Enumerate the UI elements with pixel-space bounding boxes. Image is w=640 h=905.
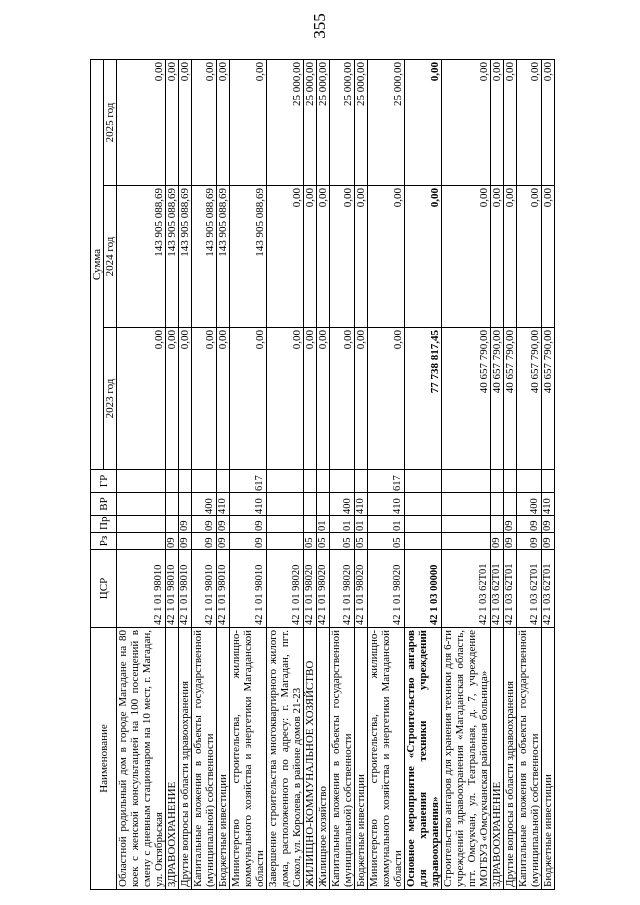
row-amount-2025: 0,00 (166, 59, 179, 185)
row-amount-2025: 25 000,00 (267, 59, 304, 185)
row-vr: 400 (192, 493, 217, 516)
row-amount-2023: 40 657 790,00 (491, 328, 504, 470)
row-amount-2025: 0,00 (192, 59, 217, 185)
row-amount-2024: 0,00 (542, 186, 555, 328)
row-gr (166, 470, 179, 493)
budget-table-rotated (90, 60, 608, 890)
row-csr: 42 1 01 98020 (368, 550, 405, 628)
row-amount-2024: 143 905 088,69 (217, 186, 230, 328)
row-csr: 42 1 01 98010 (117, 550, 166, 628)
row-amount-2023: 40 657 790,00 (442, 328, 491, 470)
row-name: Завершение строительства многоквартирного жилого дома, расположенного по адресу: г. Магадан, пгт. Сокол, ул. Королева, в районе домов 21-23 (267, 628, 304, 890)
row-csr: 42 1 03 62Т01 (491, 550, 504, 628)
row-amount-2023: 40 657 790,00 (542, 328, 555, 470)
row-name: Областной родильный дом в городе Магадане на 80 коек с женской консультацией на 100 посещений в смену с дневным стационаром на 10 мест, г. Магадан, ул. Октябрьская (117, 628, 166, 890)
row-name: Бюджетные инвестиции (355, 628, 368, 890)
row-rz: 05 (355, 533, 368, 550)
row-rz: 09 (192, 533, 217, 550)
row-amount-2025: 25 000,00 (368, 59, 405, 185)
row-amount-2024: 143 905 088,69 (117, 186, 166, 328)
row-vr: 400 (330, 493, 355, 516)
table-row (230, 59, 267, 889)
row-csr: 42 1 01 98010 (217, 550, 230, 628)
row-rz: 09 (504, 533, 517, 550)
row-amount-2023: 0,00 (166, 328, 179, 470)
table-row (304, 59, 317, 889)
row-rz: 05 (330, 533, 355, 550)
row-gr (267, 470, 304, 493)
header-vr: ВР (91, 493, 117, 516)
row-rz (267, 533, 304, 550)
row-name: Бюджетные инвестиции (542, 628, 555, 890)
row-name: Капитальные вложения в объекты государственной (муниципальной) собственности (192, 628, 217, 890)
table-row (355, 59, 368, 889)
page-number: 355 (310, 13, 329, 39)
header-csr: ЦСР (91, 550, 117, 628)
row-amount-2024: 0,00 (304, 186, 317, 328)
row-amount-2025: 0,00 (179, 59, 192, 185)
table-row (442, 59, 491, 889)
row-csr: 42 1 01 98010 (166, 550, 179, 628)
row-pr (166, 516, 179, 533)
row-amount-2023: 0,00 (330, 328, 355, 470)
row-amount-2023: 0,00 (230, 328, 267, 470)
row-csr: 42 1 03 00000 (405, 550, 442, 628)
row-csr: 42 1 01 98020 (267, 550, 304, 628)
row-gr (442, 470, 491, 493)
row-name: Основное мероприятие «Строительство ангаров для хранения техники учреждений здравоохранения» (405, 628, 442, 890)
row-pr: 09 (179, 516, 192, 533)
row-amount-2023: 0,00 (192, 328, 217, 470)
table-row (267, 59, 304, 889)
row-gr (117, 470, 166, 493)
row-rz: 09 (542, 533, 555, 550)
row-vr (267, 493, 304, 516)
row-amount-2024: 0,00 (491, 186, 504, 328)
row-amount-2023: 0,00 (368, 328, 405, 470)
row-gr: 617 (230, 470, 267, 493)
row-pr: 01 (355, 516, 368, 533)
row-vr (442, 493, 491, 516)
row-amount-2023: 40 657 790,00 (504, 328, 517, 470)
row-gr (491, 470, 504, 493)
row-amount-2024: 143 905 088,69 (166, 186, 179, 328)
row-gr (317, 470, 330, 493)
row-csr: 42 1 01 98020 (304, 550, 317, 628)
row-amount-2025: 0,00 (217, 59, 230, 185)
table-row (317, 59, 330, 889)
row-rz: 09 (166, 533, 179, 550)
row-vr: 410 (542, 493, 555, 516)
row-pr (405, 516, 442, 533)
row-name: Другие вопросы в области здравоохранения (179, 628, 192, 890)
header-gr: ГР (91, 470, 117, 493)
row-pr: 09 (542, 516, 555, 533)
row-pr: 01 (368, 516, 405, 533)
row-csr: 42 1 01 98020 (355, 550, 368, 628)
row-rz (405, 533, 442, 550)
row-name: Другие вопросы в области здравоохранения (504, 628, 517, 890)
row-amount-2025: 25 000,00 (355, 59, 368, 185)
row-pr: 09 (504, 516, 517, 533)
row-amount-2025: 0,00 (517, 59, 542, 185)
table-row (330, 59, 355, 889)
row-name: Министерство строительства, жилищно-коммунального хозяйства и энергетики Магаданской области (368, 628, 405, 890)
row-rz: 05 (368, 533, 405, 550)
row-rz: 09 (517, 533, 542, 550)
row-gr (542, 470, 555, 493)
row-gr (192, 470, 217, 493)
row-csr: 42 1 03 62Т01 (442, 550, 491, 628)
row-name: ЗДРАВООХРАНЕНИЕ (491, 628, 504, 890)
table-row (166, 59, 179, 889)
row-amount-2024: 0,00 (442, 186, 491, 328)
row-name: ЗДРАВООХРАНЕНИЕ (166, 628, 179, 890)
header-2023: 2023 год (104, 328, 117, 470)
table-row (491, 59, 504, 889)
row-pr: 09 (192, 516, 217, 533)
row-rz: 05 (304, 533, 317, 550)
row-pr (442, 516, 491, 533)
row-amount-2025: 0,00 (504, 59, 517, 185)
row-rz: 05 (317, 533, 330, 550)
row-pr: 01 (317, 516, 330, 533)
row-gr (179, 470, 192, 493)
row-amount-2023: 40 657 790,00 (517, 328, 542, 470)
row-amount-2025: 0,00 (117, 59, 166, 185)
row-csr: 42 1 01 98010 (179, 550, 192, 628)
row-pr: 09 (230, 516, 267, 533)
row-amount-2024: 0,00 (355, 186, 368, 328)
row-csr: 42 1 01 98010 (230, 550, 267, 628)
table-row (504, 59, 517, 889)
row-amount-2023: 0,00 (117, 328, 166, 470)
row-name: Бюджетные инвестиции (217, 628, 230, 890)
row-gr (330, 470, 355, 493)
table-row (117, 59, 166, 889)
table-body (117, 59, 555, 889)
header-2024: 2024 год (104, 186, 117, 328)
row-pr (267, 516, 304, 533)
row-pr (304, 516, 317, 533)
row-rz: 09 (491, 533, 504, 550)
table-row (405, 59, 442, 889)
row-vr (179, 493, 192, 516)
row-vr: 410 (217, 493, 230, 516)
page-number-area (0, 8, 640, 48)
row-rz: 09 (179, 533, 192, 550)
row-amount-2025: 0,00 (542, 59, 555, 185)
row-amount-2024: 0,00 (267, 186, 304, 328)
row-name: Капитальные вложения в объекты государственной (муниципальной) собственности (517, 628, 542, 890)
row-amount-2024: 143 905 088,69 (192, 186, 217, 328)
row-amount-2025: 0,00 (230, 59, 267, 185)
row-rz (117, 533, 166, 550)
row-pr (491, 516, 504, 533)
row-name: ЖИЛИЩНО-КОММУНАЛЬНОЕ ХОЗЯЙСТВО (304, 628, 317, 890)
row-csr: 42 1 01 98020 (317, 550, 330, 628)
row-gr (355, 470, 368, 493)
header-rz: Рз (91, 533, 117, 550)
row-vr (405, 493, 442, 516)
row-vr (317, 493, 330, 516)
row-rz: 09 (217, 533, 230, 550)
row-amount-2023: 0,00 (267, 328, 304, 470)
row-csr: 42 1 03 62Т01 (517, 550, 542, 628)
row-rz: 09 (230, 533, 267, 550)
row-amount-2025: 0,00 (491, 59, 504, 185)
row-amount-2024: 0,00 (405, 186, 442, 328)
header-pr: Пр (91, 516, 117, 533)
row-pr: 09 (517, 516, 542, 533)
row-pr: 09 (217, 516, 230, 533)
row-name: Жилищное хозяйство (317, 628, 330, 890)
row-pr (117, 516, 166, 533)
row-vr (166, 493, 179, 516)
row-amount-2025: 25 000,00 (330, 59, 355, 185)
row-vr (504, 493, 517, 516)
row-amount-2025: 0,00 (442, 59, 491, 185)
table-row (517, 59, 542, 889)
row-amount-2024: 0,00 (368, 186, 405, 328)
row-amount-2023: 0,00 (179, 328, 192, 470)
row-csr: 42 1 01 98020 (330, 550, 355, 628)
row-vr (117, 493, 166, 516)
table-row (217, 59, 230, 889)
row-gr (304, 470, 317, 493)
row-amount-2023: 0,00 (355, 328, 368, 470)
row-gr (217, 470, 230, 493)
row-pr: 01 (330, 516, 355, 533)
table-row (368, 59, 405, 889)
row-name: Строительство ангаров для хранения техники для 6-ти учреждений здравоохранения «Магаданская область, пгт. Омсукчан, ул. Театральная, д. 7, учреждение МОГБУЗ «Омсукчанская районная больница» (442, 628, 491, 890)
row-name: Капитальные вложения в объекты государственной (муниципальной) собственности (330, 628, 355, 890)
row-amount-2025: 25 000,00 (304, 59, 317, 185)
row-amount-2024: 143 905 088,69 (230, 186, 267, 328)
header-name: Наименование (91, 628, 117, 890)
row-amount-2025: 0,00 (405, 59, 442, 185)
row-amount-2023: 0,00 (217, 328, 230, 470)
header-sum: Сумма (91, 59, 104, 469)
row-amount-2024: 0,00 (504, 186, 517, 328)
row-vr (304, 493, 317, 516)
row-vr: 410 (230, 493, 267, 516)
row-amount-2023: 0,00 (304, 328, 317, 470)
row-gr (517, 470, 542, 493)
budget-table (90, 59, 555, 890)
row-vr: 410 (355, 493, 368, 516)
row-amount-2024: 0,00 (330, 186, 355, 328)
row-csr: 42 1 01 98010 (192, 550, 217, 628)
row-gr (405, 470, 442, 493)
row-vr: 400 (517, 493, 542, 516)
row-amount-2023: 0,00 (317, 328, 330, 470)
row-amount-2024: 0,00 (517, 186, 542, 328)
row-amount-2024: 0,00 (317, 186, 330, 328)
table-row (542, 59, 555, 889)
row-csr: 42 1 03 62Т01 (504, 550, 517, 628)
table-row (192, 59, 217, 889)
row-amount-2024: 143 905 088,69 (179, 186, 192, 328)
row-amount-2023: 77 738 817,45 (405, 328, 442, 470)
table-row (179, 59, 192, 889)
row-csr: 42 1 03 62Т01 (542, 550, 555, 628)
row-name: Министерство строительства, жилищно-коммунального хозяйства и энергетики Магаданской области (230, 628, 267, 890)
row-vr: 410 (368, 493, 405, 516)
row-gr (504, 470, 517, 493)
header-2025: 2025 год (104, 59, 117, 185)
row-vr (491, 493, 504, 516)
row-amount-2025: 25 000,00 (317, 59, 330, 185)
row-rz (442, 533, 491, 550)
row-gr: 617 (368, 470, 405, 493)
